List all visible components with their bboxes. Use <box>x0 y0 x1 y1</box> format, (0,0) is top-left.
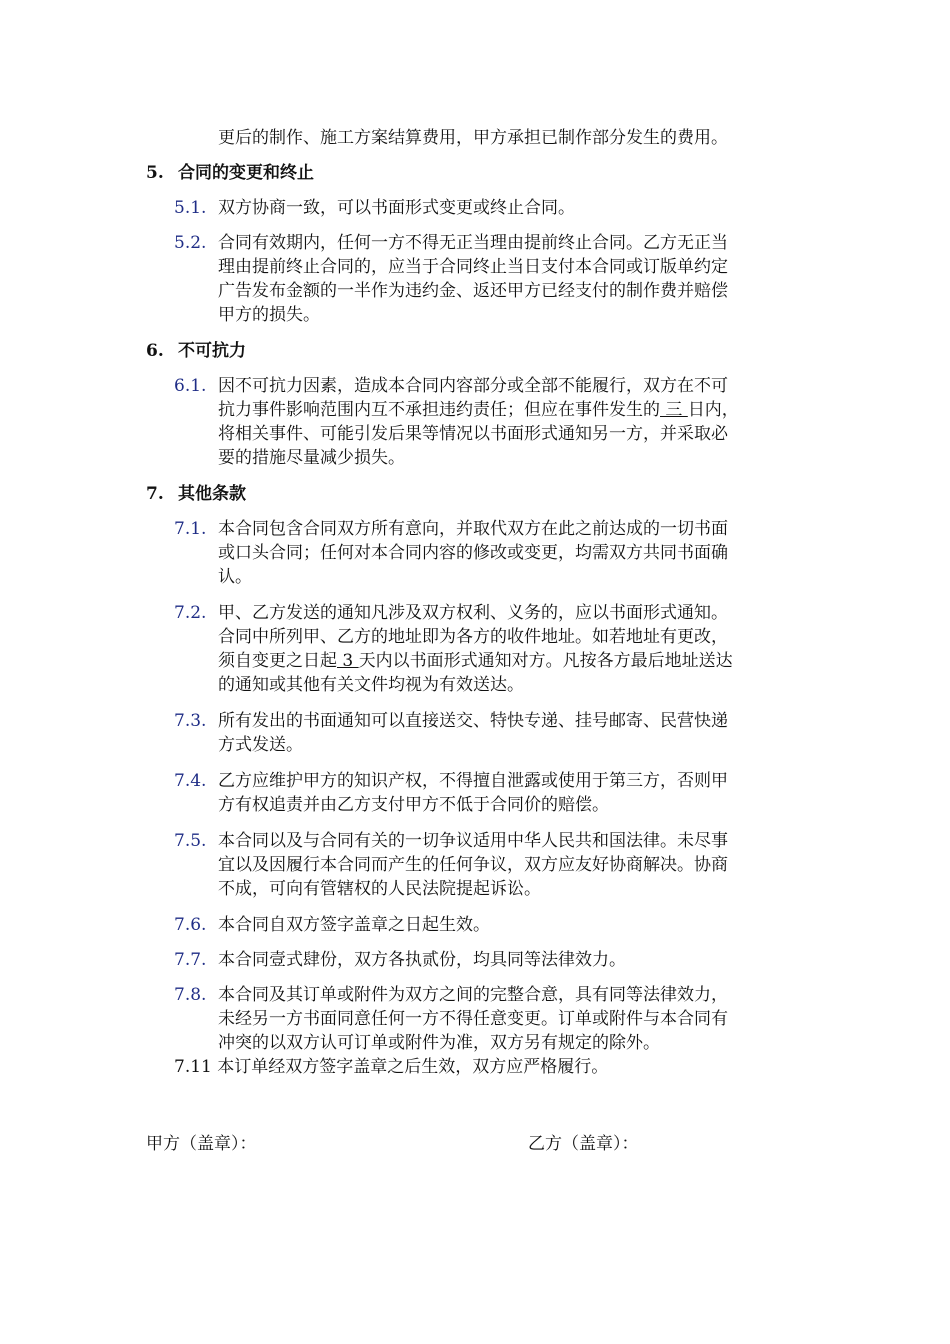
section-6-number: 6. <box>146 341 164 361</box>
section-5-title: 合同的变更和终止 <box>178 163 314 183</box>
party-b-seal-label: 乙方（盖章）： <box>528 1134 639 1154</box>
section-5-number: 5. <box>146 163 164 183</box>
clause-5-1-text: 双方协商一致，可以书面形式变更或终止合同。 <box>218 198 575 218</box>
clause-7-3-line: 所有发出的书面通知可以直接送交、特快专递、挂号邮寄、民营快递 <box>218 711 728 731</box>
clause-7-4-number: 7.4. <box>174 771 207 791</box>
clause-7-2-text-post: 天内以书面形式通知对方。凡按各方最后地址送达 <box>358 651 733 671</box>
clause-7-4-line: 方有权追责并由乙方支付甲方不低于合同价的赔偿。 <box>218 795 609 815</box>
clause-7-3-number: 7.3. <box>174 711 207 731</box>
clause-7-8-line: 冲突的以双方认可订单或附件为准，双方另有规定的除外。 <box>218 1033 660 1053</box>
clause-7-11-line: 7.11 本订单经双方签字盖章之后生效，双方应严格履行。 <box>174 1057 609 1077</box>
clause-5-2-line: 理由提前终止合同的，应当于合同终止当日支付本合同或订版单约定 <box>218 257 728 277</box>
clause-7-8-line: 未经另一方书面同意任何一方不得任意变更。订单或附件与本合同有 <box>218 1009 728 1029</box>
clause-5-2-line: 甲方的损失。 <box>218 305 320 325</box>
clause-7-2-line: 甲、乙方发送的通知凡涉及双方权利、义务的，应以书面形式通知。 <box>218 603 728 623</box>
clause-7-2-line <box>218 649 733 673</box>
clause-7-4-line: 乙方应维护甲方的知识产权，不得擅自泄露或使用于第三方，否则甲 <box>218 771 728 791</box>
clause-7-1-line: 或口头合同；任何对本合同内容的修改或变更，均需双方共同书面确 <box>218 543 728 563</box>
clause-7-5-line: 宜以及因履行本合同而产生的任何争议，双方应友好协商解决。协商 <box>218 855 728 875</box>
clause-6-1-text-pre: 抗力事件影响范围内互不承担违约责任；但应在事件发生的 <box>218 400 660 420</box>
clause-7-2-line: 的通知或其他有关文件均视为有效送达。 <box>218 675 524 695</box>
clause-7-5-line: 不成，可向有管辖权的人民法院提起诉讼。 <box>218 879 541 899</box>
clause-7-2-line: 合同中所列甲、乙方的地址即为各方的收件地址。如若地址有更改， <box>218 627 728 647</box>
blank-days-field: 3 <box>337 651 359 671</box>
clause-7-2-number: 7.2. <box>174 603 207 623</box>
clause-7-5-number: 7.5. <box>174 831 207 851</box>
clause-6-1-line: 要的措施尽量减少损失。 <box>218 448 405 468</box>
clause-7-7-line: 本合同壹式肆份，双方各执贰份，均具同等法律效力。 <box>218 950 626 970</box>
section-7-title: 其他条款 <box>178 484 246 504</box>
clause-5-2-line: 广告发布金额的一半作为违约金、返还甲方已经支付的制作费并赔偿 <box>218 281 728 301</box>
lead-line: 更后的制作、施工方案结算费用，甲方承担已制作部分发生的费用。 <box>218 128 728 148</box>
clause-5-1-number: 5.1. <box>174 198 207 218</box>
section-6-title: 不可抗力 <box>178 341 246 361</box>
clause-7-2-text-pre: 须自变更之日起 <box>218 651 337 671</box>
clause-6-1-number: 6.1. <box>174 376 207 396</box>
clause-7-8-line: 本合同及其订单或附件为双方之间的完整合意，具有同等法律效力， <box>218 985 728 1005</box>
clause-7-6-line: 本合同自双方签字盖章之日起生效。 <box>218 915 490 935</box>
clause-6-1-line <box>218 398 739 422</box>
clause-7-3-line: 方式发送。 <box>218 735 303 755</box>
clause-7-1-number: 7.1. <box>174 519 207 539</box>
clause-7-8-number: 7.8. <box>174 985 207 1005</box>
clause-5-2-line: 合同有效期内，任何一方不得无正当理由提前终止合同。乙方无正当 <box>218 233 728 253</box>
clause-5-2-number: 5.2. <box>174 233 207 253</box>
clause-7-5-line: 本合同以及与合同有关的一切争议适用中华人民共和国法律。未尽事 <box>218 831 728 851</box>
clause-7-1-line: 认。 <box>218 567 252 587</box>
clause-6-1-text-post: 日内， <box>687 400 739 420</box>
clause-6-1-line: 因不可抗力因素，造成本合同内容部分或全部不能履行，双方在不可 <box>218 376 728 396</box>
clause-6-1-line: 将相关事件、可能引发后果等情况以书面形式通知另一方，并采取必 <box>218 424 728 444</box>
section-7-number: 7. <box>146 484 164 504</box>
clause-7-7-number: 7.7. <box>174 950 207 970</box>
blank-days-field: 三 <box>660 400 688 420</box>
clause-7-1-line: 本合同包含合同双方所有意向，并取代双方在此之前达成的一切书面 <box>218 519 728 539</box>
party-a-seal-label: 甲方（盖章）： <box>146 1134 257 1154</box>
clause-7-6-number: 7.6. <box>174 915 207 935</box>
